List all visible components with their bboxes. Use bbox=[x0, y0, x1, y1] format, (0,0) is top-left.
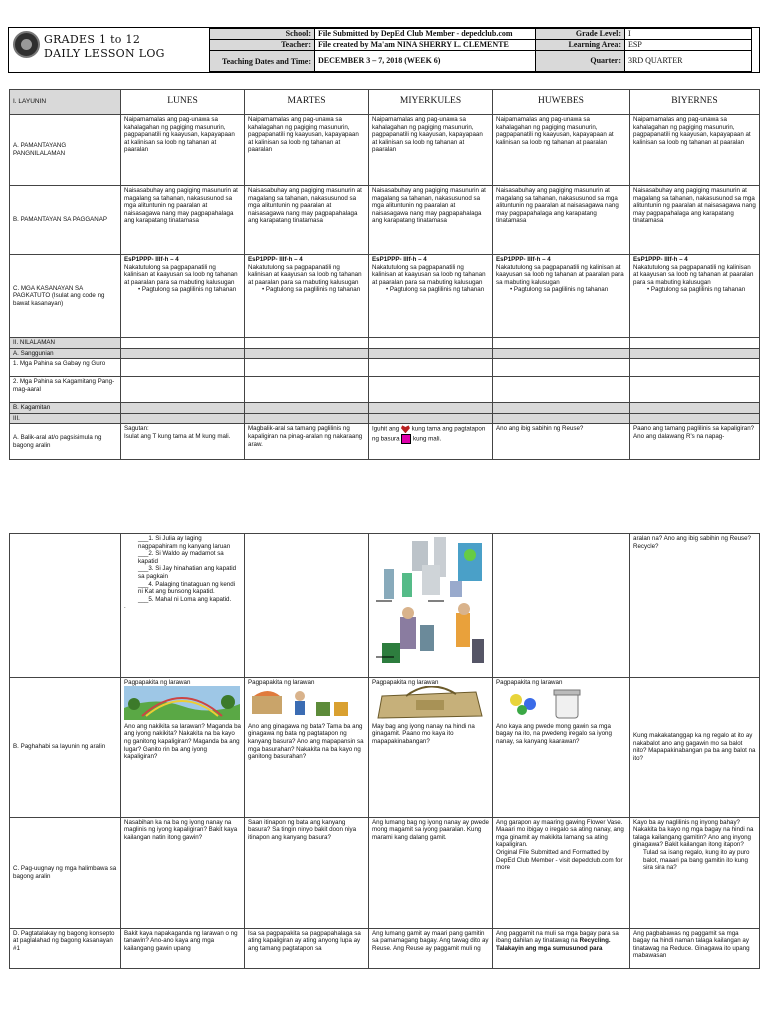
ugnay-biyernes-1: Kayo ba ay naglilinis ng inyong bahay? Nakakita ba kayo ng mga bagay na hindi na talaga kailangang gamitin? Ano ang inyong ginagawa? Bakit kailangan itong itapon? bbox=[633, 818, 754, 849]
instruction-text: Isulat ang T kung tama at M kung mali. bbox=[124, 432, 231, 440]
ugnay-huwebes bbox=[493, 817, 630, 928]
deped-seal-icon bbox=[13, 31, 40, 58]
paghahabi-questions: Ano ang nakikita sa larawan? Maganda ba ang iyong nakikita? Nakakita na ba kayo ng ganitong kapaligiran? Maganda ba ang lugar? Ganito rin ba ang iyong kapaligiran? bbox=[124, 722, 241, 761]
pagganap-cell: Naisasabuhay ang pagiging masunurin at magalang sa tahanan, nakasusunod sa mga alituntunin ng paaralan at naisasagawa nang may pagpapahalaga ang karapatang tinatamasa bbox=[493, 186, 630, 255]
pagganap-cell: Naisasabuhay ang pagiging masunurin at magalang sa tahanan, nakasusunod sa mga alituntunin ng paaralan at naisasagawa nang may pagpapahalaga ang karapatang tinatamasa bbox=[630, 186, 760, 255]
ugnay-lunes: Nasabihan ka na ba ng iyong nanay na maglinis ng iyong kapaligiran? Bakit kaya kailangan natin itong gawin? bbox=[121, 817, 245, 928]
item-2: ___2. Si Waldo ay madamot sa kapatid bbox=[138, 550, 224, 565]
empty-cell bbox=[369, 377, 493, 403]
empty-cell bbox=[121, 348, 245, 359]
empty-cell bbox=[493, 534, 630, 678]
paghahabi-label: B. Paghahabi sa layunin ng aralin bbox=[10, 677, 121, 817]
header-info-table bbox=[209, 28, 752, 72]
document-title bbox=[44, 33, 165, 61]
source-note: Original File Submitted and Formatted by DepEd Club Member - visit depedclub.com for more bbox=[496, 848, 623, 872]
empty-cell bbox=[630, 338, 760, 349]
paghahabi-questions: Ano kaya ang pwede mong gawin sa mga bagay na ito, na pwedeng iregalo sa iyong nanay, sa kanyang kaarawan? bbox=[496, 722, 612, 745]
empty-cell bbox=[369, 338, 493, 349]
caption: Pagpapakita ng larawan bbox=[496, 678, 563, 686]
dates-label: Teaching Dates and Time: bbox=[210, 51, 315, 72]
ugnay-martes: Saan itinapon ng bata ang kanyang basura? Sa tingin ninyo bakit doon niya itinapon ang kanyang basura? bbox=[245, 817, 369, 928]
square-icon bbox=[401, 434, 411, 444]
sanggunian-label: A. Sanggunian bbox=[10, 348, 121, 359]
paghahabi-questions: Ano ang ginagawa ng bata? Tama ba ang ginagawa ng bata ng pagtatapon ng kanyang basura? Ano ang mapapansin sa mga basurahan? Nakakita na ba kayo ng ganitong basurahan? bbox=[248, 722, 364, 761]
talakay-martes: Isa sa pagpapakita sa pagpapahalaga sa ating kapaligiran ay ating anyong lupa ay ang tamang pagtatapon sa bbox=[245, 928, 369, 968]
flowers-and-jar-picture bbox=[496, 686, 612, 720]
layunin-heading: I. LAYUNIN bbox=[10, 90, 121, 115]
lesson-log-table-page2 bbox=[9, 533, 760, 969]
paghahabi-martes bbox=[245, 677, 369, 817]
talakay-lunes: Bakit kaya napakaganda ng larawan o ng tanawin? Ano-ano kaya ang mga kailangang gawin upang bbox=[121, 928, 245, 968]
learning-area-label: Learning Area: bbox=[536, 40, 625, 51]
caption: Pagpapakita ng larawan bbox=[248, 678, 315, 686]
kasanayan-bullet: • Pagtulong sa paglilinis ng tahanan bbox=[647, 286, 746, 294]
paghahabi-lunes bbox=[121, 677, 245, 817]
empty-cell bbox=[245, 338, 369, 349]
pamantayang-cell: Naipamamalas ang pag-unawa sa kahalagahan ng pagiging masunurin, pagpapanatili ng kaayusan, kapayapaan at kalinisan sa loob ng tahanan at paaralan bbox=[245, 115, 369, 186]
landscape-picture bbox=[124, 686, 240, 720]
competency-code: EsP1PPP- IIIf-h – 4 bbox=[372, 256, 427, 263]
kasanayan-text: Nakatutulong sa pagpapanatili ng kalinisan at kaayusan sa loob ng tahanan at paaralan para sa mabuting kalusugan bbox=[124, 263, 238, 286]
balik-aral-lunes bbox=[121, 424, 245, 460]
recycling-term: Recycling. bbox=[579, 937, 611, 945]
empty-cell bbox=[245, 377, 369, 403]
empty-cell bbox=[630, 359, 760, 377]
empty-cell bbox=[121, 413, 245, 424]
teacher-label: Teacher: bbox=[210, 40, 315, 51]
empty-cell bbox=[369, 403, 493, 414]
dates-value: DECEMBER 3 – 7, 2018 (WEEK 6) bbox=[315, 51, 536, 72]
kasanayan-bullet: • Pagtulong sa paglilinis ng tahanan bbox=[262, 286, 361, 294]
day-lunes: LUNES bbox=[121, 90, 245, 115]
caption: Pagpapakita ng larawan bbox=[124, 678, 191, 686]
item-end: . bbox=[124, 603, 126, 611]
pamantayang-cell: Naipamamalas ang pag-unawa sa kahalagahan ng pagiging masunurin, pagpapanatili ng kaayusan, kapayapaan at kalinisan sa loob ng tahanan at paaralan bbox=[630, 115, 760, 186]
empty-cell bbox=[245, 403, 369, 414]
empty-cell bbox=[245, 413, 369, 424]
empty-cell bbox=[493, 413, 630, 424]
grade-level-label: Grade Level: bbox=[536, 29, 625, 40]
kasanayan-cell bbox=[121, 255, 245, 338]
item-3: ___3. Si Jay hinahatian ang kapatid sa pagkain bbox=[138, 565, 237, 580]
kasanayan-bullet-text: Pagtulong sa paglilinis ng tahanan bbox=[513, 286, 609, 294]
item-1: ___1. Si Julia ay laging nagpapahiram ng kanyang laruan bbox=[138, 535, 231, 550]
competency-code: EsP1PPP- IIIf-h – 4 bbox=[248, 256, 303, 263]
garapon-text: Ang garapon ay maaring gawing Flower Vase. Maaari mo ibigay o iregalo sa ating nanay, ang mga ginamit ay makikita lamang sa ating kapaligiran. bbox=[496, 818, 624, 849]
paghahabi-huwebes bbox=[493, 677, 630, 817]
paghahabi-biyernes: Kung makakatanggap ka ng regalo at ito ay nakabalot ano ang gagawin mo sa balot nito? Mapapakinabangan pa ba ang balot na ito? bbox=[630, 677, 760, 817]
kasanayan-label: C. MGA KASANAYAN SA PAGKATUTO (Isulat ang code ng bawat kasanayan) bbox=[10, 255, 121, 338]
nilalaman-label: II. NILALAMAN bbox=[10, 338, 121, 349]
pamantayang-cell: Naipamamalas ang pag-unawa sa kahalagahan ng pagiging masunurin, pagpapanatili ng kaayusan, kapayapaan at kalinisan sa loob ng tahanan at paaralan bbox=[121, 115, 245, 186]
mali-text: kung mali. bbox=[413, 435, 442, 443]
item-5: ___5. Mahal ni Loma ang kapatid. bbox=[138, 595, 232, 603]
balik-aral-label: A. Balik-aral at/o pagsisimula ng bagong aralin bbox=[10, 424, 121, 460]
old-bag-picture bbox=[372, 686, 488, 720]
empty-cell bbox=[493, 403, 630, 414]
trash-disposal-illustration bbox=[372, 535, 490, 673]
balik-aral-martes: Magbalik-aral sa tamang paglilinis ng kapaligiran na pinag-aralan ng nakaraang araw. bbox=[245, 424, 369, 460]
empty-cell bbox=[121, 403, 245, 414]
pag-uugnay-label: C. Pag-uugnay ng mga halimbawa sa bagong aralin bbox=[10, 817, 121, 928]
kasanayan-bullet-text: Pagtulong sa paglilinis ng tahanan bbox=[141, 286, 237, 294]
empty-cell bbox=[493, 359, 630, 377]
quarter-label: Quarter: bbox=[536, 51, 625, 72]
empty-cell bbox=[245, 348, 369, 359]
day-biyernes: BIYERNES bbox=[630, 90, 760, 115]
pamantayang-cell: Naipamamalas ang pag-unawa sa kahalagahan ng pagiging masunurin, pagpapanatili ng kaayusan, kapayapaan at kalinisan sa loob ng tahanan at paaralan bbox=[369, 115, 493, 186]
paghahabi-questions: May bag ang iyong nanay na hindi na ginagamit. Paano mo kaya ito mapapakinabangan? bbox=[372, 722, 475, 745]
empty-cell bbox=[493, 377, 630, 403]
sagutan-text: Sagutan: bbox=[124, 425, 149, 433]
empty-cell bbox=[369, 413, 493, 424]
competency-code: EsP1PPP- IIIf-h – 4 bbox=[633, 256, 688, 263]
title-line-1: GRADES 1 to 12 bbox=[44, 33, 141, 46]
empty-cell bbox=[630, 403, 760, 414]
balik-aral-biyernes: Paano ang tamang paglilinis sa kapaligiran? Ano ang dalawang R's na napag- bbox=[630, 424, 760, 460]
balik-aral-biyernes-cont: aralan na? Ano ang ibig sabihin ng Reuse? Recycle? bbox=[630, 534, 760, 678]
competency-code: EsP1PPP- IIIf-h – 4 bbox=[124, 256, 179, 263]
pagganap-cell: Naisasabuhay ang pagiging masunurin at magalang sa tahanan, nakasusunod sa mga alituntunin ng paaralan at naisasagawa nang may pagpapahalaga ang karapatang tinatamasa bbox=[369, 186, 493, 255]
empty-cell bbox=[121, 377, 245, 403]
item-4: ___4. Palaging tinataguan ng kendi ni Kat ang bunsong kapatid. bbox=[138, 580, 236, 596]
balik-aral-huwebes: Ano ang ibig sabihin ng Reuse? bbox=[493, 424, 630, 460]
basura-illustration-cell bbox=[369, 534, 493, 678]
kagamitang-label: 2. Mga Pahina sa Kagamitang Pang-mag-aaral bbox=[10, 377, 121, 403]
tama-mali-items bbox=[121, 534, 245, 678]
school-label: School: bbox=[210, 29, 315, 40]
competency-code: EsP1PPP- IIIf-h – 4 bbox=[496, 256, 551, 263]
pagganap-label: B. PAMANTAYAN SA PAGGANAP bbox=[10, 186, 121, 255]
empty-cell bbox=[369, 359, 493, 377]
empty-cell bbox=[245, 359, 369, 377]
gabay-label: 1. Mga Pahina sa Gabay ng Guro bbox=[10, 359, 121, 377]
kasanayan-cell bbox=[245, 255, 369, 338]
ugnay-biyernes-2: Tulad sa isang regalo, kung ito ay puro balot, maaari pa bang gamitin ito kung sira sira na? bbox=[643, 848, 750, 872]
kasanayan-text: Nakatutulong sa pagpapanatili ng kalinisan at kaayusan sa loob ng tahanan at paaralan para sa mabuting kalusugan bbox=[496, 263, 624, 286]
talakay-huwebes bbox=[493, 928, 630, 968]
school-value: File Submitted by DepEd Club Member - depedclub.com bbox=[315, 29, 536, 40]
heart-icon bbox=[401, 425, 410, 433]
kasanayan-text: Nakatutulong sa pagpapanatili ng kalinisan at kaayusan sa loob ng tahanan at paaralan para sa mabuting kalusugan bbox=[372, 263, 486, 286]
kasanayan-bullet-text: Pagtulong sa paglilinis ng tahanan bbox=[650, 286, 746, 294]
pamamaraan-label: III. bbox=[10, 413, 121, 424]
learning-area-value: ESP bbox=[625, 40, 752, 51]
empty-cell bbox=[493, 338, 630, 349]
pamantayang-label: A. PAMANTAYANG PANGNILALAMAN bbox=[10, 115, 121, 186]
title-line-2: DAILY LESSON LOG bbox=[44, 47, 165, 60]
day-huwebes: HUWEBES bbox=[493, 90, 630, 115]
kagamitan-label: B. Kagamitan bbox=[10, 403, 121, 414]
pagganap-cell: Naisasabuhay ang pagiging masunurin at magalang sa tahanan, nakasusunod sa mga alituntunin ng paaralan at naisasagawa nang may pagpapahalaga ang karapatang tinatamasa bbox=[245, 186, 369, 255]
talakay-huwebes-2: Talakayin ang mga sumusunod para bbox=[496, 944, 603, 952]
quarter-value: 3RD QUARTER bbox=[625, 51, 752, 72]
ugnay-biyernes bbox=[630, 817, 760, 928]
kasanayan-bullet-text: Pagtulong sa paglilinis ng tahanan bbox=[265, 286, 361, 294]
teacher-value: File created by Ma'am NINA SHERRY L. CLEMENTE bbox=[315, 40, 536, 51]
kasanayan-text: Nakatutulong sa pagpapanatili ng kalinisan at kaayusan sa loob ng tahanan at paaralan para sa mabuting kalusugan bbox=[248, 263, 362, 286]
ugnay-miyerkules: Ang lumang bag ng iyong nanay ay pwede mong magamit sa iyong paaralan. Kung marami kang dalang gamit. bbox=[369, 817, 493, 928]
kasanayan-bullet: • Pagtulong sa paglilinis ng tahanan bbox=[138, 286, 237, 294]
talakay-miyerkules: Ang lumang gamit ay maari pang gamitin sa pamamagang bagay. Ang tawag dito ay Reuse. Ang Reuse ay paggamit muli ng bbox=[369, 928, 493, 968]
kasanayan-bullet-text: Pagtulong sa paglilinis ng tahanan bbox=[389, 286, 485, 294]
child-throwing-trash-picture bbox=[248, 686, 364, 720]
talakay-biyernes: Ang pagbabawas ng paggamit sa mga bagay na hindi naman talaga kailangan ay tinatawag na Reduce. Ginagawa ito upang mabawasan bbox=[630, 928, 760, 968]
kasanayan-cell bbox=[369, 255, 493, 338]
lesson-log-table-page1 bbox=[9, 89, 760, 460]
empty-cell bbox=[493, 348, 630, 359]
empty-cell bbox=[630, 377, 760, 403]
balik-aral-miyerkules bbox=[369, 424, 493, 460]
empty-cell bbox=[10, 534, 121, 678]
paghahabi-miyerkules bbox=[369, 677, 493, 817]
day-martes: MARTES bbox=[245, 90, 369, 115]
talakay-huwebes-1: Ang paggamit na muli sa mga bagay para sa ibang dahilan ay tinatawag na bbox=[496, 929, 619, 945]
pagtalakay-label: D. Pagtatalakay ng bagong konsepto at paglalahad ng bagong kasanayan #1 bbox=[10, 928, 121, 968]
kasanayan-cell bbox=[630, 255, 760, 338]
empty-cell bbox=[630, 413, 760, 424]
empty-cell bbox=[245, 534, 369, 678]
empty-cell bbox=[630, 348, 760, 359]
empty-cell bbox=[121, 359, 245, 377]
kasanayan-bullet: • Pagtulong sa paglilinis ng tahanan bbox=[386, 286, 485, 294]
caption: Pagpapakita ng larawan bbox=[372, 678, 439, 686]
pamantayang-cell: Naipamamalas ang pag-unawa sa kahalagahan ng pagiging masunurin, pagpapanatili ng kaayusan, kapayapaan at kalinisan sa loob ng tahanan at paaralan bbox=[493, 115, 630, 186]
kasanayan-text: Nakatutulong sa pagpapanatili ng kalinisan at kaayusan sa loob ng tahanan at paaralan para sa mabuting kalusugan bbox=[633, 263, 754, 286]
pagganap-cell: Naisasabuhay ang pagiging masunurin at magalang sa tahanan, nakasusunod sa mga alituntunin ng paaralan at naisasagawa nang may pagpapahalaga ang karapatang tinatamasa bbox=[121, 186, 245, 255]
kasanayan-cell bbox=[493, 255, 630, 338]
grade-level-value: I bbox=[625, 29, 752, 40]
empty-cell bbox=[121, 338, 245, 349]
tama-text: kung tama ang pagtatapon ng basura bbox=[372, 426, 486, 443]
iguhit-text: Iguhit ang bbox=[372, 426, 400, 434]
empty-cell bbox=[369, 348, 493, 359]
kasanayan-bullet: • Pagtulong sa paglilinis ng tahanan bbox=[510, 286, 609, 294]
day-miyerkules: MIYERKULES bbox=[369, 90, 493, 115]
